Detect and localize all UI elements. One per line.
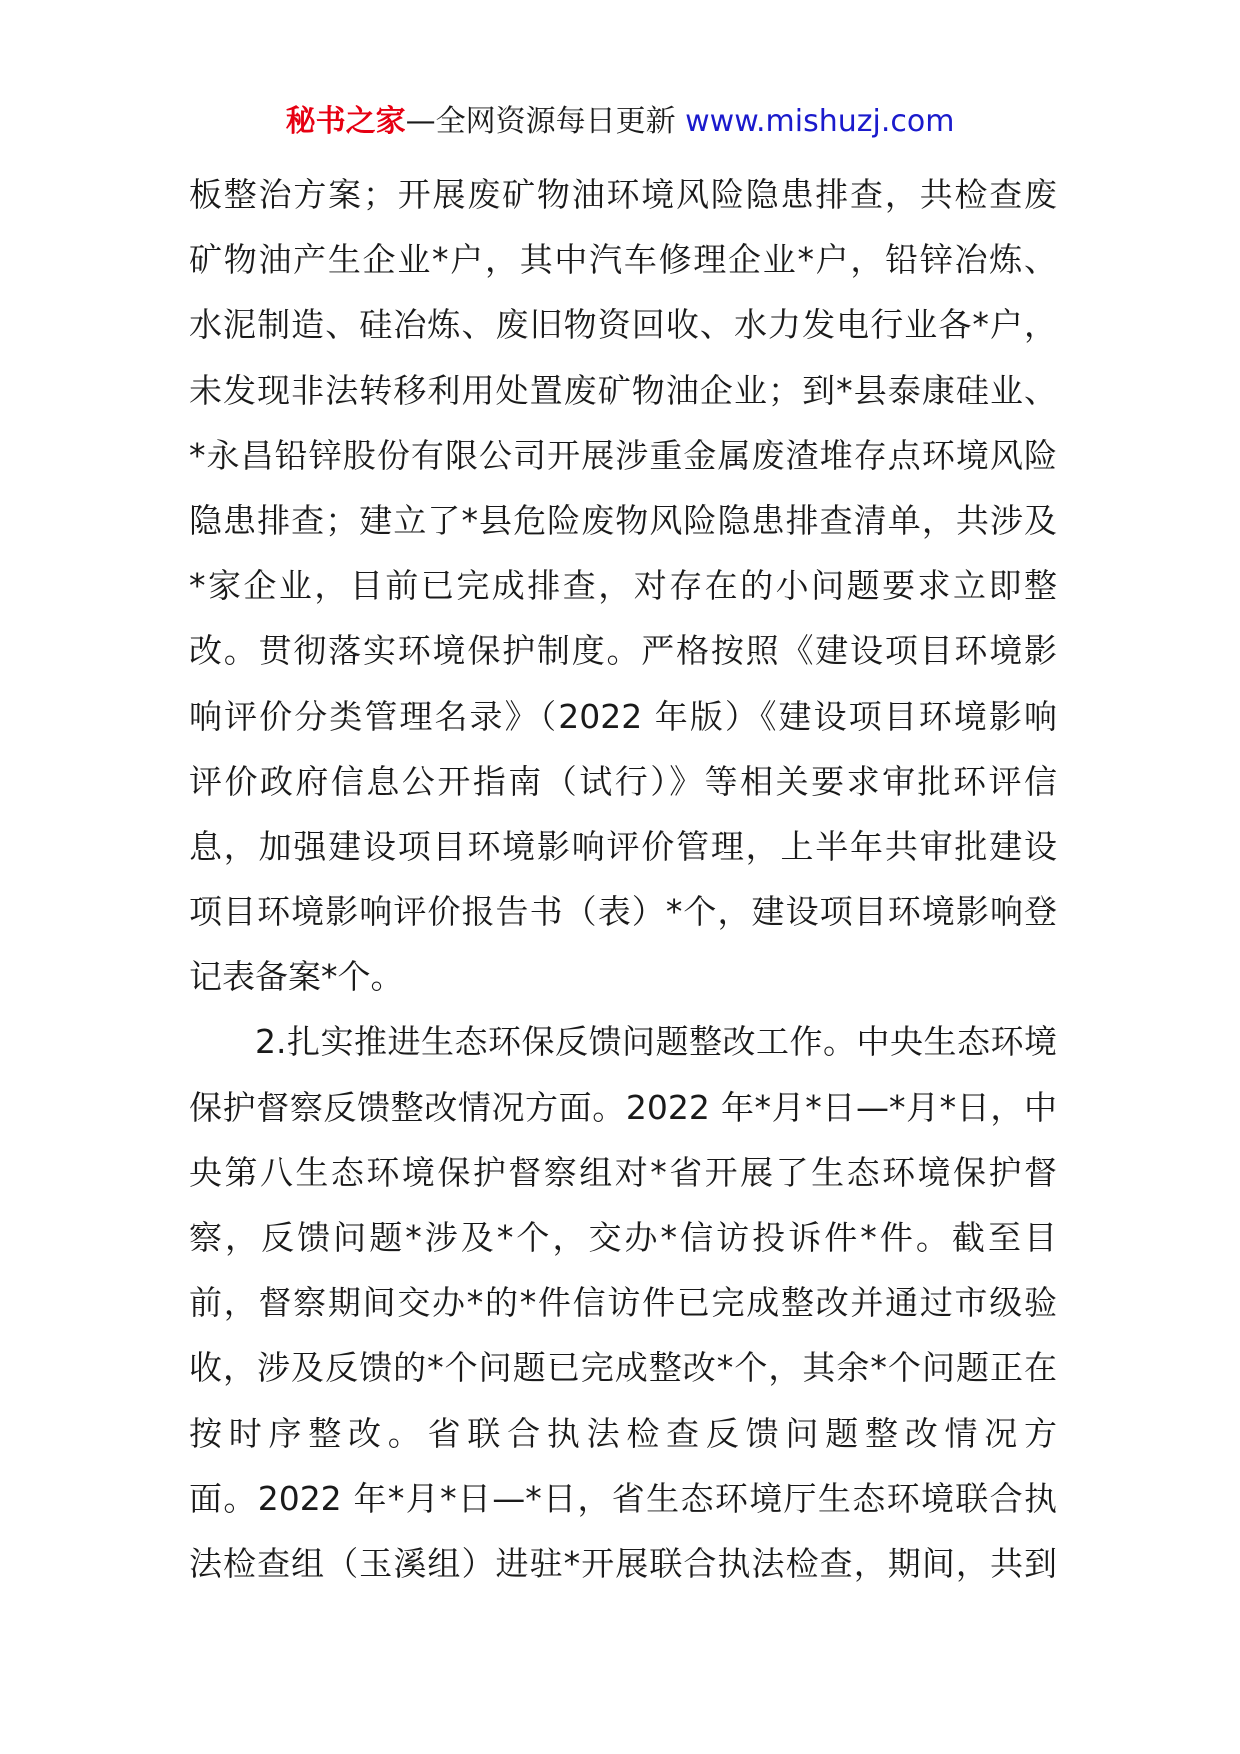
- text-line: 隐患排查；建立了*县危险废物风险隐患排查清单，共涉及: [189, 500, 1057, 540]
- text-line: 评价政府信息公开指南（试行）》等相关要求审批环评信: [189, 761, 1057, 801]
- text-line: 收，涉及反馈的*个问题已完成整改*个，其余*个问题正在: [189, 1348, 1057, 1388]
- text-line: 矿物油产生企业*户，其中汽车修理企业*户，铅锌冶炼、: [189, 240, 1057, 280]
- text-line: 央第八生态环境保护督察组对*省开展了生态环境保护督: [189, 1152, 1057, 1192]
- header-slogan: —全网资源每日更新: [405, 104, 686, 139]
- text-line: 息，加强建设项目环境影响评价管理，上半年共审批建设: [189, 826, 1057, 866]
- text-line: 面。2022 年*月*日—*日，省生态环境厅生态环境联合执: [189, 1478, 1057, 1518]
- body-text: [189, 162, 1057, 1596]
- text-line: 前，督察期间交办*的*件信访件已完成整改并通过市级验: [189, 1283, 1057, 1323]
- text-line: 保护督察反馈整改情况方面。2022 年*月*日—*月*日，中: [189, 1087, 1057, 1127]
- text-line: 按时序整改。省联合执法检查反馈问题整改情况方: [189, 1413, 1057, 1453]
- text-line: *家企业，目前已完成排查，对存在的小问题要求立即整: [189, 566, 1057, 606]
- header-url-link[interactable]: www.mishuzj.com: [685, 104, 955, 139]
- text-line: 2.扎实推进生态环保反馈问题整改工作。中央生态环境: [255, 1022, 1057, 1062]
- text-line: 响评价分类管理名录》（2022 年版）《建设项目环境影响: [189, 696, 1057, 736]
- text-line: *永昌铅锌股份有限公司开展涉重金属废渣堆存点环境风险: [189, 435, 1057, 475]
- text-line: 察，反馈问题*涉及*个，交办*信访投诉件*件。截至目: [189, 1218, 1057, 1257]
- text-line: 改。贯彻落实环境保护制度。严格按照《建设项目环境影: [189, 631, 1057, 671]
- text-line: 水泥制造、硅冶炼、废旧物资回收、水力发电行业各*户，: [189, 305, 1057, 345]
- text-line: 板整治方案；开展废矿物油环境风险隐患排查，共检查废: [189, 175, 1057, 214]
- page-header: [0, 100, 1240, 144]
- text-line: 法检查组（玉溪组）进驻*开展联合执法检查，期间，共到: [189, 1543, 1057, 1583]
- text-line: 未发现非法转移利用处置废矿物油企业；到*县泰康硅业、: [189, 370, 1057, 410]
- text-line: 项目环境影响评价报告书（表）*个，建设项目环境影响登: [189, 892, 1057, 932]
- header-brand: 秘书之家: [285, 104, 406, 139]
- text-line: 记表备案*个。: [189, 957, 404, 997]
